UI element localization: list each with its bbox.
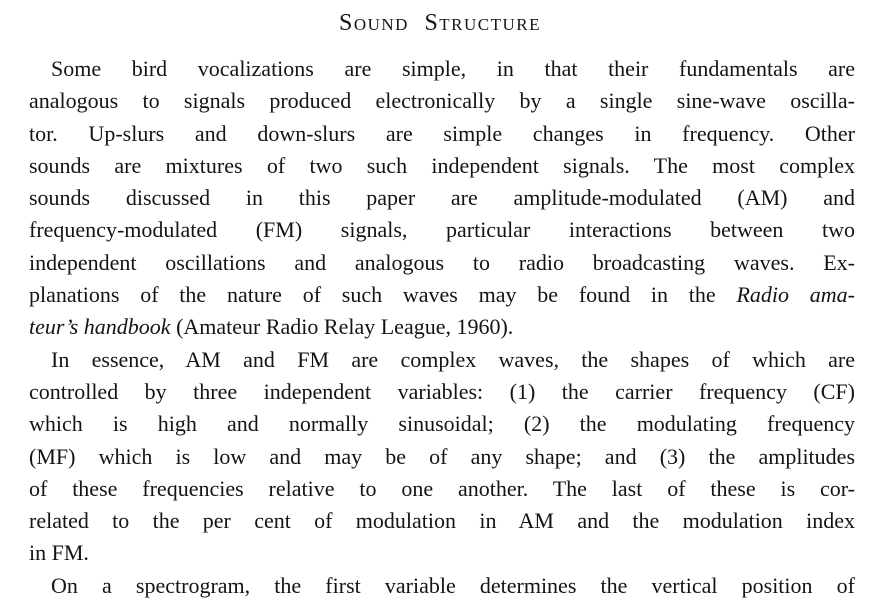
text-line (29, 182, 855, 214)
text-line (29, 570, 855, 602)
text-segment: In essence, AM and FM are complex waves, the shapes of which are (51, 346, 855, 372)
text-segment: independent oscillations and analogous to radio broadcasting waves. Ex- (29, 249, 855, 275)
text-line (29, 311, 855, 343)
text-segment: planations of the nature of such waves may be found in the (29, 282, 737, 308)
text-line (29, 214, 855, 246)
text-segment: (MF) which is low and may be of any shape; and (3) the amplitudes (29, 443, 855, 469)
italic-text-segment: teur’s handbook (29, 314, 171, 340)
text-line (29, 279, 855, 311)
text-segment: in FM. (29, 540, 89, 566)
italic-text-segment: Radio ama- (736, 282, 856, 308)
text-line (29, 408, 855, 440)
text-segment: tor. Up-slurs and down-slurs are simple changes in frequency. Other (29, 120, 855, 146)
text-line (29, 344, 855, 376)
text-segment: of these frequencies relative to one another. The last of these is cor- (29, 475, 855, 501)
text-line (29, 150, 855, 182)
text-segment: sounds discussed in this paper are amplitude-modulated (AM) and (29, 185, 855, 211)
text-line (29, 85, 855, 117)
text-segment: sounds are mixtures of two such independent signals. The most complex (29, 152, 855, 178)
body-text (29, 53, 855, 602)
text-segment: controlled by three independent variables: (1) the carrier frequency (CF) (29, 378, 855, 404)
page-title: Sound Structure (338, 10, 542, 36)
text-line (29, 441, 855, 473)
text-line (29, 118, 855, 150)
text-segment: analogous to signals produced electronically by a single sine-wave oscilla- (29, 88, 855, 114)
text-segment: which is high and normally sinusoidal; (2) the modulating frequency (29, 411, 855, 437)
text-line (29, 537, 855, 569)
text-segment: related to the per cent of modulation in AM and the modulation index (29, 508, 855, 534)
text-line (29, 473, 855, 505)
text-segment: (Amateur Radio Relay League, 1960). (170, 314, 514, 340)
text-segment: Some bird vocalizations are simple, in that their fundamentals are (51, 56, 855, 81)
text-line (29, 376, 855, 408)
text-line (29, 505, 855, 537)
text-segment: On a spectrogram, the first variable determines the vertical position of (51, 572, 855, 598)
text-line (29, 53, 855, 85)
text-line (29, 247, 855, 279)
text-segment: frequency-modulated (FM) signals, particular interactions between two (29, 217, 855, 243)
